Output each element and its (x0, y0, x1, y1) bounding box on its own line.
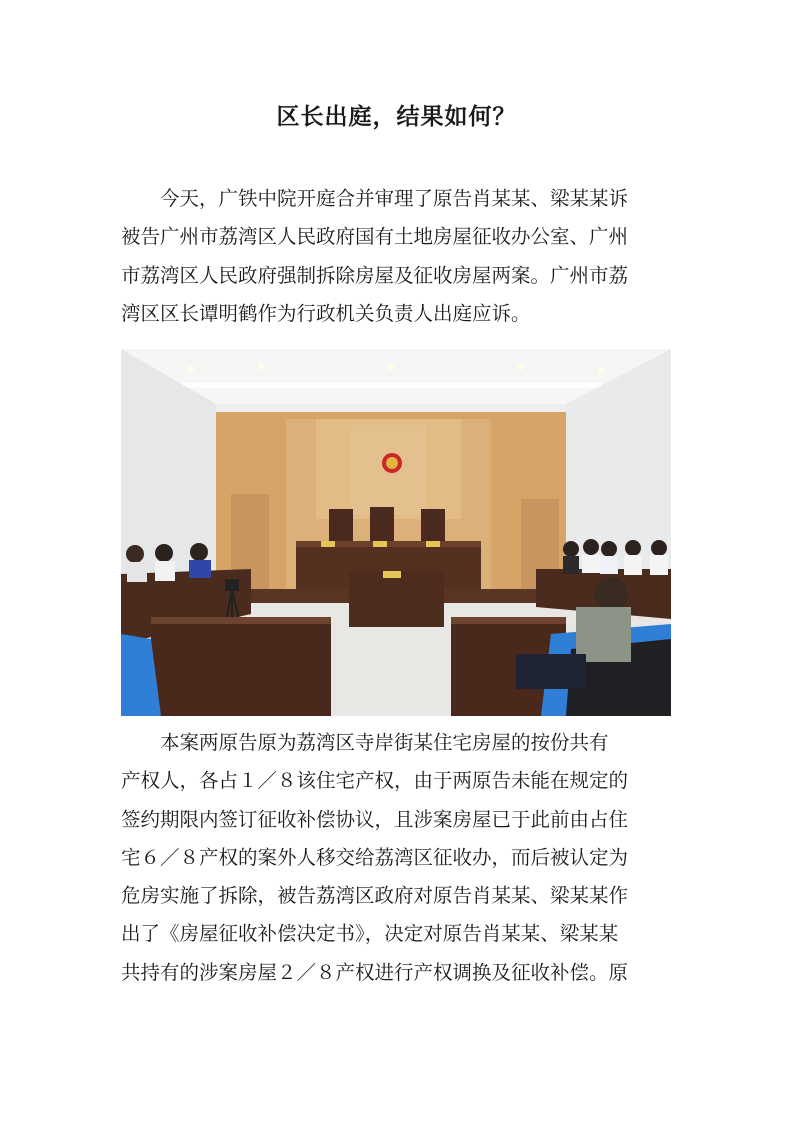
paragraph-line: 产权人，各占１／８该住宅产权，由于两原告未能在规定的 (121, 769, 629, 793)
paragraph-line: 共持有的涉案房屋２／８产权进行产权调换及征收补偿。原 (121, 960, 629, 984)
paragraph-line: 市荔湾区人民政府强制拆除房屋及征收房屋两案。广州市荔 (121, 263, 629, 287)
courtroom-photo (121, 349, 671, 716)
paragraph-case (121, 724, 672, 992)
paragraph-line: 本案两原告原为荔湾区寺岸街某住宅房屋的按份共有 (121, 731, 609, 754)
paragraph-intro (121, 180, 672, 333)
paragraph-line: 被告广州市荔湾区人民政府国有土地房屋征收办公室、广州 (121, 225, 629, 249)
paragraph-line: 湾区区长谭明鹤作为行政机关负责人出庭应诉。 (121, 301, 531, 325)
paragraph-line: 签约期限内签订征收补偿协议，且涉案房屋已于此前由占住 (121, 807, 629, 831)
paragraph-line: 宅６／８产权的案外人移交给荔湾区征收办，而后被认定为 (121, 845, 629, 869)
article-title: 区长出庭，结果如何？ (276, 103, 517, 130)
paragraph-line: 危房实施了拆除，被告荔湾区政府对原告肖某某、梁某某作 (121, 884, 629, 908)
paragraph-line: 出了《房屋征收补偿决定书》，决定对原告肖某某、梁某某 (121, 922, 619, 946)
paragraph-line: 今天，广铁中院开庭合并审理了原告肖某某、梁某某诉 (121, 187, 629, 210)
